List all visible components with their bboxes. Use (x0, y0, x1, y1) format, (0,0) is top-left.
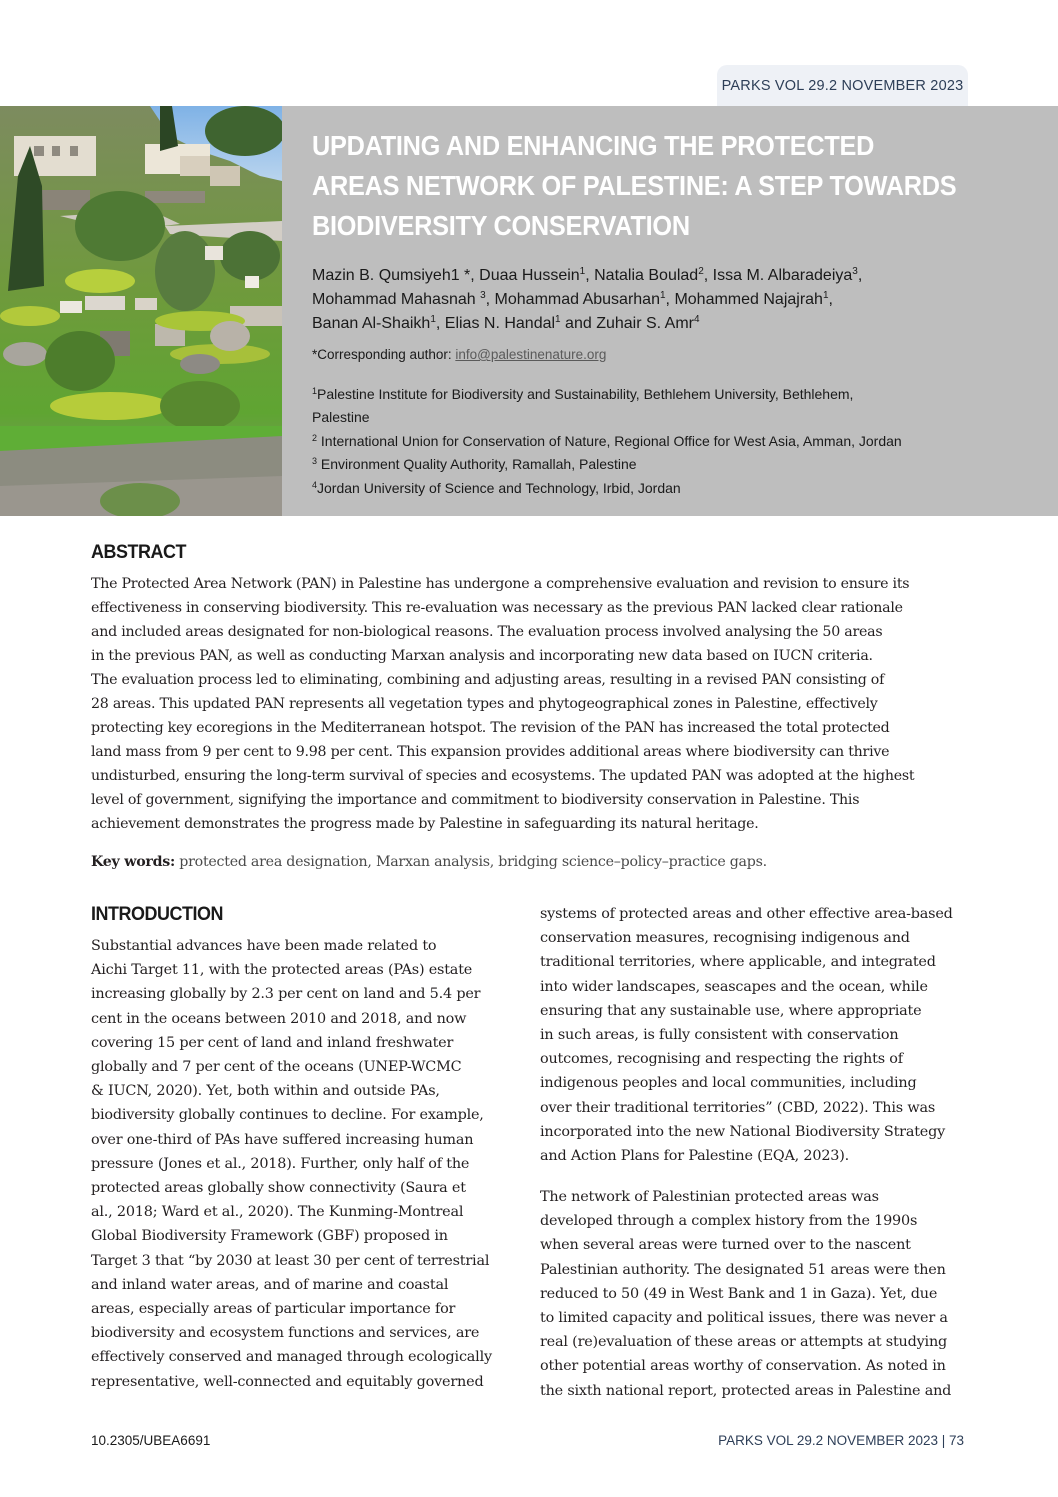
author-list: Mazin B. Qumsiyeh1 *, Duaa Hussein$^1$, Natalia Boulad$^2$, Issa M. Albaradeiya$^3$, Mohammad Mahasnah $^3$, Mohammad Abusarhan$^1$, Mohammed Najajrah$^1$, Banan Al-Shaikh$^1$, Elias N. Handal$^1$ and Zuhair S. Amr$^4$ (312, 266, 863, 332)
author-name: Mohammad Mahasnah (312, 291, 481, 308)
affiliation-item (312, 477, 1038, 500)
affiliation-marker: 4 (694, 314, 700, 325)
body-line: into wider landscapes, seascapes and the ocean, while (540, 978, 928, 995)
affiliation-marker: 3 (480, 290, 486, 301)
affiliation-number: 1 (312, 386, 318, 396)
affiliation-list (312, 383, 1038, 500)
affiliation-marker: 1 (555, 314, 561, 325)
body-line: The network of Palestinian protected areas was (540, 1189, 879, 1205)
body-line: the sixth national report, protected areas in Palestine and (540, 1382, 952, 1399)
affiliation-marker: 1 (822, 290, 829, 301)
title-line: BIODIVERSITY CONSERVATION (312, 210, 690, 241)
abstract-line: The evaluation process led to eliminating, combining and adjusting areas, resulting in a revised PAN consisting of (91, 672, 885, 688)
body-line: ensuring that any sustainable use, where appropriate (540, 1002, 922, 1019)
abstract-line: in the previous PAN, as well as conducting Marxan analysis and incorporating new data based on IUCN criteria. (91, 648, 873, 664)
body-line: al., 2018; Ward et al., 2020). The Kunming-Montreal (91, 1204, 464, 1221)
author-name: Mazin B. Qumsiyeh1 * (312, 267, 471, 284)
affiliation-marker: 3 (852, 266, 858, 277)
corresponding-email-link[interactable]: info@palestinenature.org (455, 347, 607, 362)
keywords-label: Key words: (91, 854, 176, 870)
body-line: to limited capacity and political issues, there was never a (540, 1310, 948, 1327)
title-panel (282, 106, 1058, 516)
author-name: Elias N. Handal (444, 315, 556, 332)
body-line: and Action Plans for Palestine (EQA, 2023). (540, 1148, 850, 1165)
introduction-heading: INTRODUCTION (91, 903, 224, 925)
body-line: areas, especially areas of particular importance for (91, 1301, 456, 1318)
keywords (91, 850, 971, 874)
body-line: biodiversity globally continues to decline. For example, (91, 1107, 484, 1124)
abstract-line: land mass from 9 per cent to 9.98 per cent. This expansion provides additional areas where biodiversity can thrive (91, 744, 890, 760)
body-line: reduced to 50 (49 in West Bank and 1 in Gaza). Yet, due (540, 1285, 938, 1302)
body-line: in such areas, is fully consistent with conservation (540, 1027, 899, 1044)
body-line: systems of protected areas and other effective area-based (540, 906, 953, 922)
body-line: Palestinian authority. The designated 51 areas were then (540, 1261, 946, 1278)
body-line: covering 15 per cent of land and inland freshwater (91, 1034, 454, 1051)
footer-journal-page: PARKS VOL 29.2 NOVEMBER 2023 | 73 (718, 1433, 964, 1448)
abstract-line: achievement demonstrates the progress made by Palestine in safeguarding its natural heritage. (91, 816, 759, 832)
affiliation-marker: 1 (579, 266, 586, 277)
affiliation-text: Jordan University of Science and Technology, Irbid, Jordan (317, 479, 681, 496)
body-line: over their traditional territories” (CBD, 2022). This was (540, 1099, 936, 1116)
author-name: Natalia Boulad (594, 267, 699, 284)
body-line: biodiversity and ecosystem functions and services, are (91, 1325, 480, 1342)
hillside-landscape-image (0, 106, 282, 516)
footer-doi: 10.2305/UBEA6691 (91, 1433, 211, 1448)
affiliation-text: Palestine Institute for Biodiversity and Sustainability, Bethlehem University, Bethlehem, (317, 386, 854, 402)
body-line: outcomes, recognising and respecting the rights of (540, 1051, 903, 1068)
introduction-left-column (91, 934, 511, 1394)
abstract-line: effectiveness in conserving biodiversity. This re-evaluation was necessary as the previous PAN lacked clear rationale (91, 600, 903, 616)
body-line: incorporated into the new National Biodiversity Strategy (540, 1123, 946, 1140)
affiliation-item (312, 383, 1038, 430)
author-name: Duaa Hussein (479, 267, 580, 284)
affiliation-number: 2 (312, 432, 318, 443)
abstract-line: level of government, signifying the importance and commitment to biodiversity conservation in Palestine. This (91, 792, 860, 808)
body-line: developed through a complex history from the 1990s (540, 1213, 918, 1230)
affiliation-text: International Union for Conservation of Nature, Regional Office for West Asia, Amman, Jordan (317, 432, 902, 449)
title-line: UPDATING AND ENHANCING THE PROTECTED (312, 130, 875, 161)
article-header (0, 106, 1058, 516)
body-line: cent in the oceans between 2010 and 2018, and now (91, 1010, 467, 1027)
keywords-text: protected area designation, Marxan analysis, bridging science–policy–practice gaps. (175, 854, 767, 870)
body-line: traditional territories, where applicable, and integrated (540, 954, 936, 971)
abstract-line: 28 areas. This updated PAN represents all vegetation types and phytogeographical zones in Palestine, effectively (91, 696, 878, 712)
affiliation-item (312, 453, 1038, 476)
body-line: globally and 7 per cent of the oceans (UNEP-WCMC (91, 1059, 462, 1076)
abstract-body (91, 572, 971, 836)
article-title (312, 126, 984, 246)
body-line: Target 3 that “by 2030 at least 30 per cent of terrestrial (91, 1252, 490, 1269)
author-separator: and (560, 315, 597, 332)
body-line: representative, well-connected and equitably governed (91, 1373, 484, 1390)
header-photo (0, 106, 282, 516)
author-name: Mohammed Najajrah (674, 291, 823, 308)
affiliation-marker: 1 (659, 290, 666, 301)
author-name: Banan Al-Shaikh (312, 315, 431, 332)
body-line: Global Biodiversity Framework (GBF) proposed in (91, 1228, 448, 1245)
body-line: conservation measures, recognising indigenous and (540, 930, 910, 947)
body-line: effectively conserved and managed through ecologically (91, 1349, 492, 1366)
affiliation-number: 3 (312, 456, 318, 467)
body-line: when several areas were turned over to the nascent (540, 1237, 911, 1254)
body-line: Aichi Target 11, with the protected areas (PAs) estate (91, 962, 473, 979)
body-line: and inland water areas, and of marine and coastal (91, 1276, 449, 1293)
body-line: increasing globally by 2.3 per cent on land and 5.4 per (91, 986, 481, 1003)
affiliation-marker: 1 (430, 314, 436, 325)
author-name: Issa M. Albaradeiya (712, 267, 853, 284)
author-name: Zuhair S. Amr (596, 315, 695, 332)
affiliation-item (312, 430, 1038, 453)
body-line: & IUCN, 2020). Yet, both within and outside PAs, (91, 1083, 440, 1100)
introduction-right-column-paragraph-1 (540, 902, 970, 1168)
body-line: protected areas globally show connectivity (Saura et (91, 1180, 466, 1197)
affiliation-text: Environment Quality Authority, Ramallah, Palestine (317, 456, 637, 473)
journal-issue-tag: PARKS VOL 29.2 NOVEMBER 2023 (717, 65, 968, 106)
abstract-line: and included areas designated for non-biological reasons. The evaluation process involved analysing the 50 areas (91, 624, 883, 640)
body-line: other potential areas worthy of conservation. As noted in (540, 1358, 946, 1375)
abstract-heading: ABSTRACT (91, 541, 186, 563)
corresponding-author (312, 347, 1038, 362)
body-line: real (re)evaluation of these areas or attempts at studying (540, 1334, 948, 1351)
abstract-line: The Protected Area Network (PAN) in Palestine has undergone a comprehensive evaluation and revision to ensure its (91, 576, 910, 592)
affiliation-text: Palestine (312, 409, 370, 426)
introduction-right-column-paragraph-2 (540, 1185, 970, 1403)
body-line: Substantial advances have been made related to (91, 938, 437, 954)
author-name: Mohammad Abusarhan (494, 291, 660, 308)
body-line: over one-third of PAs have suffered increasing human (91, 1131, 474, 1148)
abstract-line: protecting key ecoregions in the Mediterranean hotspot. The revision of the PAN has increased the total protected (91, 720, 890, 736)
body-line: indigenous peoples and local communities, including (540, 1075, 917, 1092)
abstract-line: undisturbed, ensuring the long-term survival of species and ecosystems. The updated PAN was adopted at the highest (91, 768, 915, 784)
corresponding-label: *Corresponding author: (312, 347, 456, 362)
title-line: AREAS NETWORK OF PALESTINE: A STEP TOWARDS (312, 170, 957, 201)
affiliation-marker: 2 (698, 266, 704, 277)
body-line: pressure (Jones et al., 2018). Further, only half of the (91, 1155, 470, 1172)
affiliation-number: 4 (312, 479, 318, 490)
